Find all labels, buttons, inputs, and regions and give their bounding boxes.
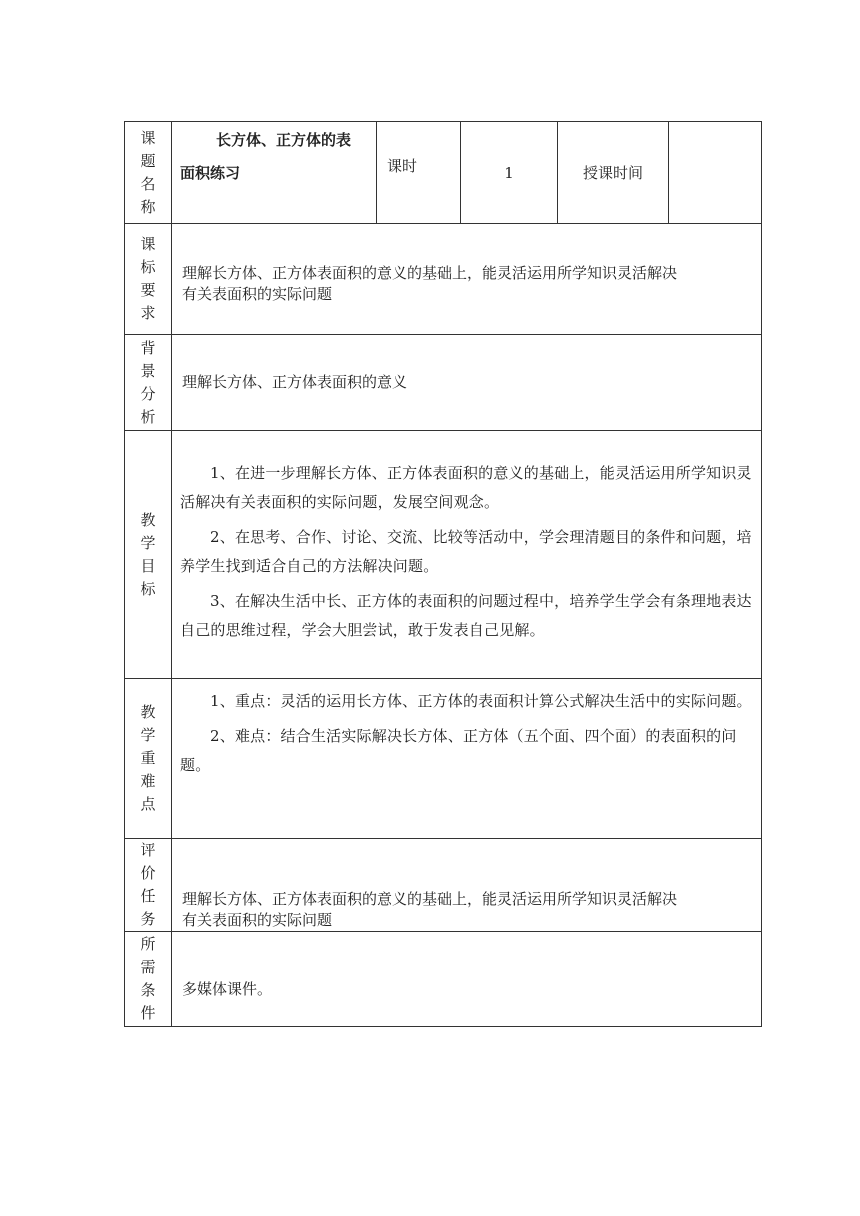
label-char: 标 bbox=[140, 579, 156, 598]
background-row bbox=[125, 335, 762, 431]
label-char: 析 bbox=[140, 407, 156, 426]
label-char: 课 bbox=[140, 235, 156, 253]
key-points-row bbox=[125, 679, 762, 839]
label-char: 标 bbox=[140, 258, 156, 276]
label-char: 目 bbox=[140, 556, 156, 575]
period-value: 1 bbox=[504, 163, 514, 182]
background-line: 理解长方体、正方体表面积的意义 bbox=[182, 373, 408, 391]
requirements-label-cell bbox=[125, 932, 172, 1027]
key-points-content bbox=[172, 679, 762, 839]
background-label-cell bbox=[125, 335, 172, 431]
standards-label-cell bbox=[125, 224, 172, 335]
evaluation-line: 理解长方体、正方体表面积的意义的基础上，能灵活运用所学知识灵活解决 bbox=[182, 890, 678, 908]
lesson-plan-table bbox=[124, 121, 762, 1027]
objective-paragraph: 1、在进一步理解长方体、正方体表面积的意义的基础上，能灵活运用所学知识灵活解决有关表面积的实际问题，发展空间观念。 bbox=[180, 464, 752, 511]
label-char: 称 bbox=[140, 197, 156, 216]
label-char: 题 bbox=[140, 151, 156, 170]
label-char: 背 bbox=[140, 338, 156, 357]
objective-paragraph: 2、在思考、合作、讨论、交流、比较等活动中，学会理清题目的条件和问题，培养学生找到适合自己的方法解决问题。 bbox=[180, 528, 752, 575]
period-label: 课时 bbox=[387, 157, 418, 175]
header-row bbox=[125, 122, 762, 224]
evaluation-line: 有关表面积的实际问题 bbox=[182, 911, 333, 929]
label-char: 求 bbox=[140, 304, 156, 322]
label-char: 需 bbox=[140, 958, 156, 976]
key-point-paragraph: 2、难点：结合生活实际解决长方体、正方体（五个面、四个面）的表面积的问题。 bbox=[180, 727, 737, 774]
background-content bbox=[172, 335, 762, 431]
topic-label-cell bbox=[125, 122, 172, 224]
time-label-cell bbox=[558, 122, 669, 224]
evaluation-row bbox=[125, 839, 762, 932]
standards-line: 有关表面积的实际问题 bbox=[182, 285, 333, 303]
standards-content bbox=[172, 224, 762, 335]
key-point-paragraph: 1、重点：灵活的运用长方体、正方体的表面积计算公式解决生活中的实际问题。 bbox=[210, 692, 752, 710]
label-char: 教 bbox=[140, 510, 156, 529]
label-char: 要 bbox=[140, 281, 156, 299]
label-char: 务 bbox=[140, 910, 156, 928]
label-char: 难 bbox=[140, 772, 156, 790]
requirements-row bbox=[125, 932, 762, 1027]
label-char: 景 bbox=[140, 361, 156, 380]
label-char: 课 bbox=[140, 128, 156, 147]
topic-title-line2: 面积练习 bbox=[180, 164, 241, 182]
label-char: 评 bbox=[140, 841, 156, 859]
evaluation-content bbox=[172, 839, 762, 932]
topic-title-cell bbox=[172, 122, 377, 224]
label-char: 教 bbox=[140, 703, 156, 721]
period-label-cell bbox=[377, 122, 461, 224]
requirements-line: 多媒体课件。 bbox=[182, 979, 273, 998]
label-char: 件 bbox=[140, 1004, 156, 1022]
label-char: 学 bbox=[140, 726, 156, 744]
requirements-content bbox=[172, 932, 762, 1027]
label-char: 名 bbox=[140, 174, 156, 193]
standards-line: 理解长方体、正方体表面积的意义的基础上，能灵活运用所学知识灵活解决 bbox=[182, 264, 678, 282]
objectives-content bbox=[172, 431, 762, 679]
label-char: 所 bbox=[140, 935, 156, 953]
label-char: 点 bbox=[140, 795, 156, 813]
label-char: 学 bbox=[140, 533, 156, 552]
label-char: 价 bbox=[140, 864, 156, 882]
objectives-label-cell bbox=[125, 431, 172, 679]
topic-title-line1: 长方体、正方体的表 bbox=[216, 131, 352, 149]
evaluation-label-cell bbox=[125, 839, 172, 932]
key-points-label-cell bbox=[125, 679, 172, 839]
time-value-cell bbox=[669, 122, 762, 224]
time-label: 授课时间 bbox=[582, 164, 643, 182]
label-char: 分 bbox=[140, 384, 156, 403]
period-value-cell bbox=[461, 122, 558, 224]
objectives-row bbox=[125, 431, 762, 679]
label-char: 任 bbox=[140, 887, 156, 905]
label-char: 重 bbox=[140, 749, 156, 767]
objective-paragraph: 3、在解决生活中长、正方体的表面积的问题过程中，培养学生学会有条理地表达自己的思维过程，学会大胆尝试，敢于发表自己见解。 bbox=[180, 592, 752, 639]
standards-row bbox=[125, 224, 762, 335]
label-char: 条 bbox=[140, 981, 156, 999]
